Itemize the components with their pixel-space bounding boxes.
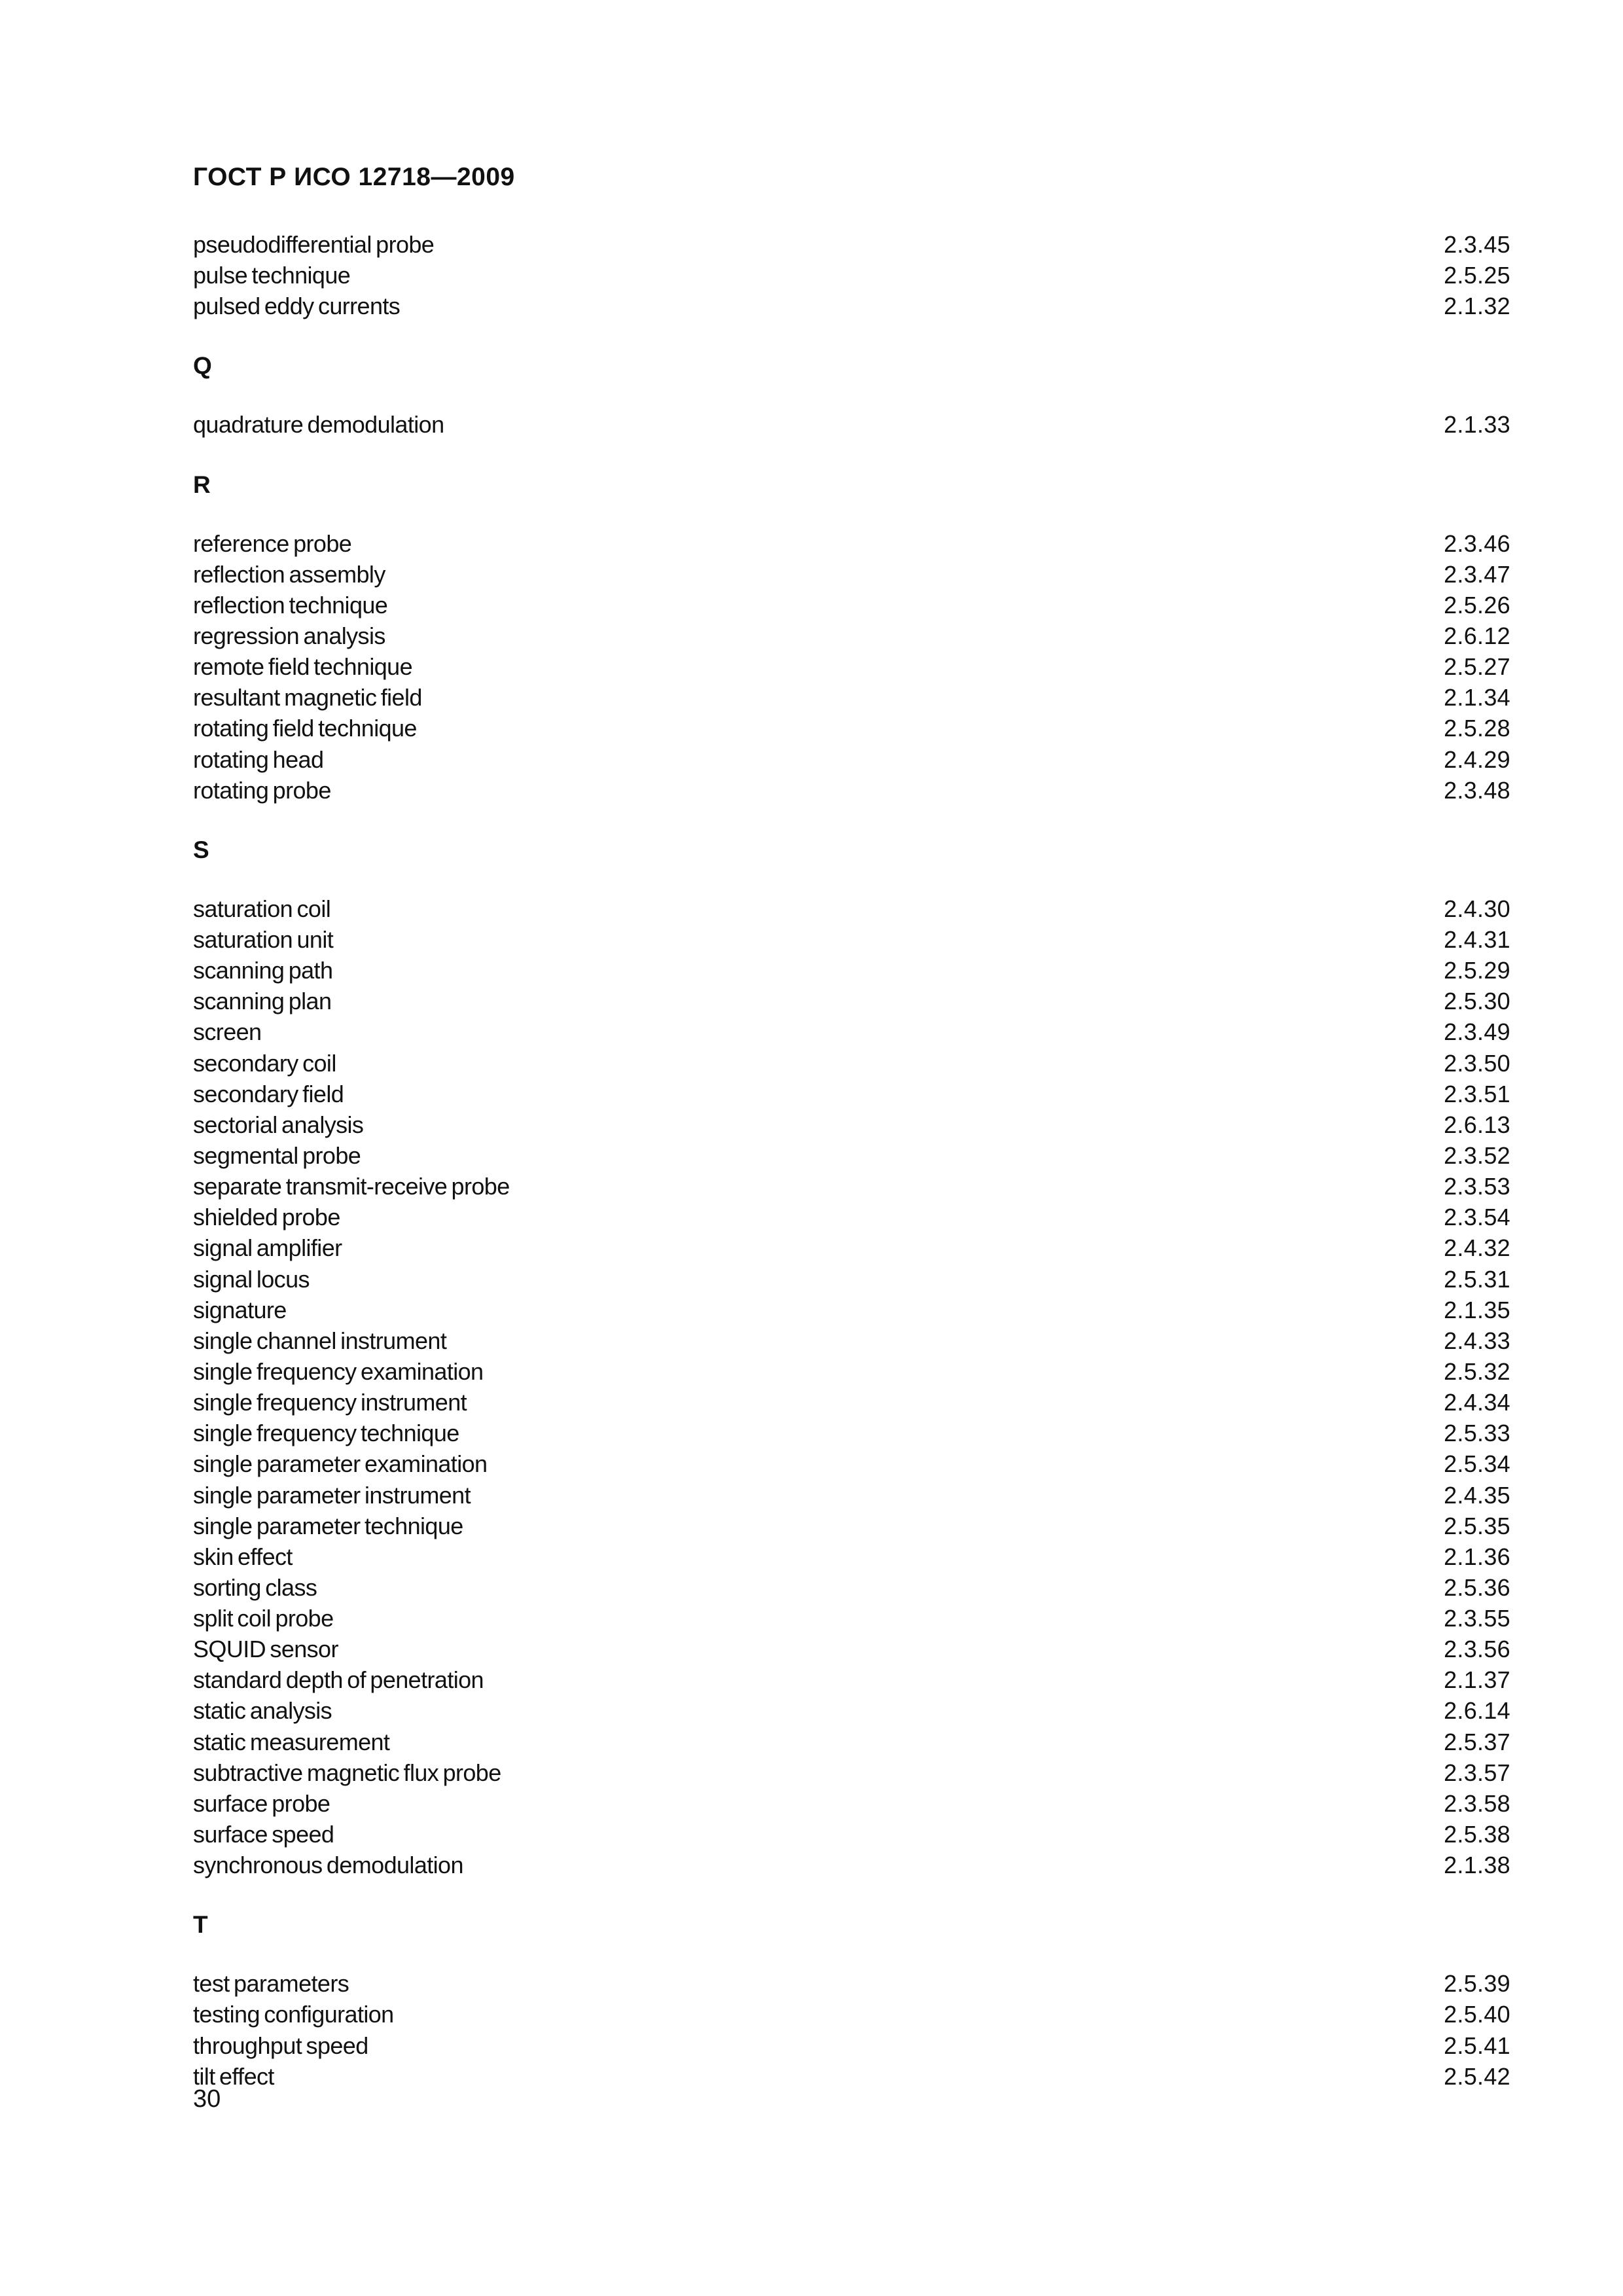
index-term: static analysis bbox=[193, 1697, 332, 1725]
index-entry bbox=[193, 1295, 1512, 1325]
index-ref: 2.3.52 bbox=[1444, 1141, 1510, 1169]
index-term: rotating probe bbox=[193, 776, 331, 804]
index-ref: 2.5.41 bbox=[1444, 2032, 1510, 2059]
index-term: skin effect bbox=[193, 1543, 293, 1570]
index-ref: 2.1.34 bbox=[1444, 684, 1510, 711]
index-entry bbox=[193, 590, 1512, 620]
index-term: pulse technique bbox=[193, 262, 351, 289]
index-entry bbox=[193, 1541, 1512, 1572]
index-entry bbox=[193, 1264, 1512, 1295]
index-entry bbox=[193, 1695, 1512, 1726]
index-term: segmental probe bbox=[193, 1141, 361, 1169]
index-entry bbox=[193, 1664, 1512, 1695]
index-ref: 2.5.35 bbox=[1444, 1512, 1510, 1539]
index-term: scanning path bbox=[193, 957, 333, 984]
index-ref: 2.5.33 bbox=[1444, 1420, 1510, 1447]
index-entry bbox=[193, 1819, 1512, 1850]
index-term: pseudodifferential probe bbox=[193, 231, 435, 258]
index-term: surface probe bbox=[193, 1789, 330, 1817]
index-ref: 2.6.13 bbox=[1444, 1111, 1510, 1138]
index-section-t bbox=[193, 1909, 1512, 2092]
index-entry bbox=[193, 1603, 1512, 1634]
index-ref: 2.4.31 bbox=[1444, 925, 1510, 953]
section-letter: Q bbox=[193, 352, 212, 380]
index-term: signal locus bbox=[193, 1265, 310, 1293]
index-section-s bbox=[193, 834, 1512, 1881]
index-term: static measurement bbox=[193, 1728, 390, 1755]
index-term: scanning plan bbox=[193, 988, 332, 1015]
index-ref: 2.3.58 bbox=[1444, 1789, 1510, 1817]
index-term: sectorial analysis bbox=[193, 1111, 364, 1138]
index-ref: 2.5.29 bbox=[1444, 957, 1510, 984]
index-term: saturation coil bbox=[193, 895, 331, 922]
index-term: saturation unit bbox=[193, 925, 334, 953]
index-term: single frequency instrument bbox=[193, 1389, 467, 1416]
index-entry bbox=[193, 1511, 1512, 1541]
index-ref: 2.3.50 bbox=[1444, 1049, 1510, 1077]
index-entry bbox=[193, 409, 1512, 440]
index-ref: 2.1.37 bbox=[1444, 1666, 1510, 1694]
index-term: SQUID sensor bbox=[193, 1636, 338, 1663]
index-term: single parameter instrument bbox=[193, 1481, 471, 1509]
index-term: regression analysis bbox=[193, 622, 385, 649]
index-term: signal amplifier bbox=[193, 1234, 342, 1262]
index-ref: 2.6.14 bbox=[1444, 1697, 1510, 1725]
index-ref: 2.3.56 bbox=[1444, 1636, 1510, 1663]
index-ref: 2.5.38 bbox=[1444, 1821, 1510, 1848]
index-term: separate transmit-receive probe bbox=[193, 1173, 510, 1200]
index-entry bbox=[193, 1968, 1512, 1999]
index-entry bbox=[193, 1788, 1512, 1819]
index-term: secondary coil bbox=[193, 1049, 336, 1077]
index-term: throughput speed bbox=[193, 2032, 368, 2059]
index-ref: 2.3.47 bbox=[1444, 560, 1510, 588]
index-entry bbox=[193, 1418, 1512, 1448]
index-ref: 2.5.40 bbox=[1444, 2001, 1510, 2028]
index-entry bbox=[193, 1356, 1512, 1387]
index-entry bbox=[193, 893, 1512, 924]
index-entry bbox=[193, 713, 1512, 744]
index-entry bbox=[193, 1634, 1512, 1664]
index-term: single channel instrument bbox=[193, 1327, 447, 1354]
index-term: single frequency technique bbox=[193, 1420, 459, 1447]
index-term: reference probe bbox=[193, 529, 352, 557]
index-ref: 2.3.51 bbox=[1444, 1080, 1510, 1107]
index-term: reflection assembly bbox=[193, 560, 385, 588]
index-entry bbox=[193, 291, 1512, 321]
index-entry bbox=[193, 1480, 1512, 1511]
index-entry bbox=[193, 1999, 1512, 2030]
index-ref: 2.4.35 bbox=[1444, 1481, 1510, 1509]
index-term: single parameter examination bbox=[193, 1450, 488, 1478]
index-entry bbox=[193, 1232, 1512, 1263]
index-entry bbox=[193, 682, 1512, 713]
index-ref: 2.6.12 bbox=[1444, 622, 1510, 649]
index-entry bbox=[193, 1202, 1512, 1232]
index-entry bbox=[193, 1140, 1512, 1171]
index-section-r bbox=[193, 469, 1512, 806]
index-entry bbox=[193, 2030, 1512, 2061]
index-ref: 2.3.46 bbox=[1444, 529, 1510, 557]
index-ref: 2.5.36 bbox=[1444, 1573, 1510, 1601]
index-ref: 2.3.48 bbox=[1444, 776, 1510, 804]
index-term: shielded probe bbox=[193, 1204, 340, 1231]
index-ref: 2.3.54 bbox=[1444, 1204, 1510, 1231]
index-term: standard depth of penetration bbox=[193, 1666, 484, 1694]
index-entry bbox=[193, 2061, 1512, 2092]
index-term: resultant magnetic field bbox=[193, 684, 422, 711]
index-entry bbox=[193, 229, 1512, 260]
index-ref: 2.5.42 bbox=[1444, 2062, 1510, 2090]
index-ref: 2.3.49 bbox=[1444, 1018, 1510, 1046]
index-term: tilt effect bbox=[193, 2062, 274, 2090]
index-ref: 2.1.32 bbox=[1444, 293, 1510, 320]
index-term: synchronous demodulation bbox=[193, 1852, 463, 1879]
index-entry bbox=[193, 1850, 1512, 1880]
index-entry bbox=[193, 528, 1512, 559]
index-term: rotating field technique bbox=[193, 715, 417, 742]
index-entry bbox=[193, 986, 1512, 1016]
index-ref: 2.5.39 bbox=[1444, 1970, 1510, 1998]
index-ref: 2.3.45 bbox=[1444, 231, 1510, 258]
index-ref: 2.3.57 bbox=[1444, 1759, 1510, 1786]
index-term: testing configuration bbox=[193, 2001, 394, 2028]
index-ref: 2.1.36 bbox=[1444, 1543, 1510, 1570]
index-ref: 2.4.33 bbox=[1444, 1327, 1510, 1354]
index-term: pulsed eddy currents bbox=[193, 293, 401, 320]
index-ref: 2.1.38 bbox=[1444, 1852, 1510, 1879]
index-entry bbox=[193, 620, 1512, 651]
index-entry bbox=[193, 1048, 1512, 1079]
index-entry bbox=[193, 955, 1512, 986]
index-term: sorting class bbox=[193, 1573, 317, 1601]
index-ref: 2.5.31 bbox=[1444, 1265, 1510, 1293]
index-ref: 2.5.32 bbox=[1444, 1357, 1510, 1385]
index-entry bbox=[193, 559, 1512, 590]
index-ref: 2.4.30 bbox=[1444, 895, 1510, 922]
index-term: test parameters bbox=[193, 1970, 349, 1998]
index-entry bbox=[193, 1572, 1512, 1603]
index-ref: 2.1.33 bbox=[1444, 411, 1510, 439]
index-section-q bbox=[193, 350, 1512, 440]
index-ref: 2.3.53 bbox=[1444, 1173, 1510, 1200]
index-entry bbox=[193, 775, 1512, 806]
index-term: signature bbox=[193, 1296, 287, 1323]
index-term: surface speed bbox=[193, 1821, 334, 1848]
page-number: 30 bbox=[193, 2085, 221, 2113]
index-term: rotating head bbox=[193, 745, 324, 773]
section-letter: S bbox=[193, 836, 209, 863]
index-entry bbox=[193, 1387, 1512, 1418]
index-term: subtractive magnetic flux probe bbox=[193, 1759, 501, 1786]
index-ref: 2.5.34 bbox=[1444, 1450, 1510, 1478]
alphabetical-index bbox=[193, 229, 1512, 2092]
section-letter: T bbox=[193, 1911, 208, 1939]
index-term: reflection technique bbox=[193, 591, 388, 619]
index-entry bbox=[193, 651, 1512, 682]
index-ref: 2.1.35 bbox=[1444, 1296, 1510, 1323]
index-entry bbox=[193, 1727, 1512, 1757]
index-entry bbox=[193, 744, 1512, 775]
index-term: split coil probe bbox=[193, 1605, 334, 1632]
index-term: secondary field bbox=[193, 1080, 344, 1107]
index-ref: 2.4.34 bbox=[1444, 1389, 1510, 1416]
index-entry bbox=[193, 1016, 1512, 1047]
index-ref: 2.5.25 bbox=[1444, 262, 1510, 289]
index-term: single parameter technique bbox=[193, 1512, 463, 1539]
index-entry bbox=[193, 1757, 1512, 1788]
index-ref: 2.4.32 bbox=[1444, 1234, 1510, 1262]
index-ref: 2.5.27 bbox=[1444, 653, 1510, 681]
index-ref: 2.4.29 bbox=[1444, 745, 1510, 773]
index-entry bbox=[193, 1109, 1512, 1140]
index-term: remote field technique bbox=[193, 653, 413, 681]
index-ref: 2.3.55 bbox=[1444, 1605, 1510, 1632]
index-entry bbox=[193, 1171, 1512, 1202]
section-letter: R bbox=[193, 471, 211, 498]
index-ref: 2.5.28 bbox=[1444, 715, 1510, 742]
document-header: ГОСТ Р ИСО 12718—2009 bbox=[193, 163, 515, 191]
index-ref: 2.5.26 bbox=[1444, 591, 1510, 619]
index-term: screen bbox=[193, 1018, 262, 1046]
index-ref: 2.5.30 bbox=[1444, 988, 1510, 1015]
index-ref: 2.5.37 bbox=[1444, 1728, 1510, 1755]
index-entry bbox=[193, 924, 1512, 955]
index-entry bbox=[193, 1325, 1512, 1356]
index-term: single frequency examination bbox=[193, 1357, 484, 1385]
index-section bbox=[193, 229, 1512, 321]
index-entry bbox=[193, 1448, 1512, 1479]
index-term: quadrature demodulation bbox=[193, 411, 444, 439]
index-entry bbox=[193, 1079, 1512, 1109]
index-entry bbox=[193, 260, 1512, 291]
